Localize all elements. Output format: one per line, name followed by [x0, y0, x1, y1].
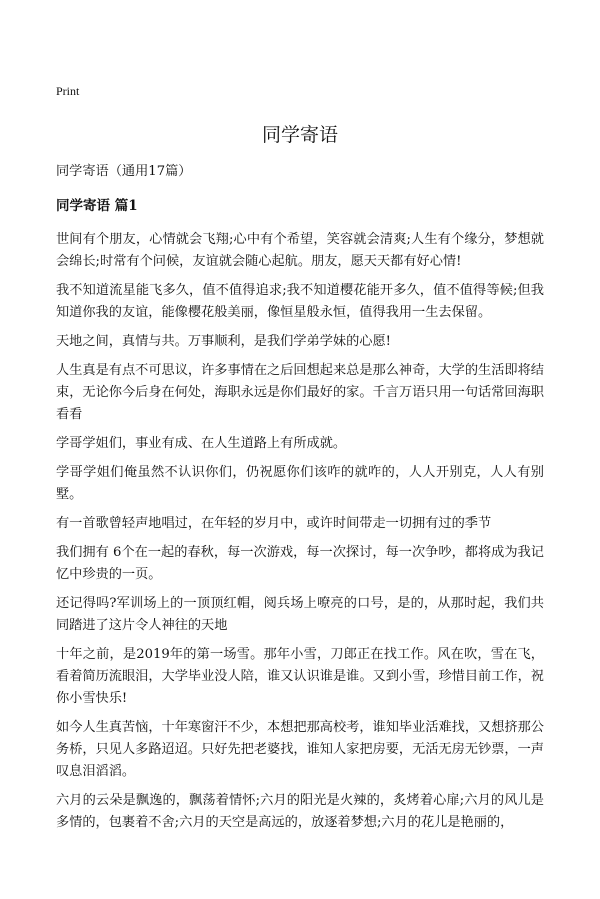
paragraph: 有一首歌曾轻声地唱过，在年轻的岁月中，或许时间带走一切拥有过的季节	[56, 516, 492, 531]
paragraph: 六月的云朵是飘逸的，飘荡着情怀;六月的阳光是火辣的，炙烤着心扉;六月的风儿是多情的，包裹着不舍;六月的天空是高远的，放逐着梦想;六月的花儿是艳丽的，	[56, 793, 544, 830]
paragraph: 人生真是有点不可思议，许多事情在之后回想起来总是那么神奇，大学的生活即将结束，无论你今后身在何处，海职永远是你们最好的家。千言万语只用一句话常回海职看看	[56, 363, 544, 422]
paragraph: 我不知道流星能飞多久，值不值得追求;我不知道樱花能开多久，值不值得等候;但我知道你我的友谊，能像樱花般美丽，像恒星般永恒，值得我用一生去保留。	[56, 283, 544, 320]
document-subtitle: 同学寄语（通用17篇）	[56, 164, 192, 179]
print-label: Print	[56, 84, 80, 98]
paragraph: 我们拥有 6个在一起的春秋，每一次游戏，每一次探讨，每一次争吵，都将成为我记忆中珍贵的一页。	[56, 545, 544, 582]
paragraph: 如今人生真苦恼，十年寒窗汗不少，本想把那高校考，谁知毕业活难找，又想挤那公务桥，只见人多路迢迢。只好先把老婆找，谁知人家把房要，无活无房无钞票，一声叹息泪滔滔。	[56, 720, 544, 779]
paragraph: 还记得吗?军训场上的一顶顶红帽，阅兵场上嘹亮的口号，是的，从那时起，我们共同踏进了这片令人神往的天地	[56, 596, 544, 633]
paragraph: 十年之前，是2019年的第一场雪。那年小雪，刀郎正在找工作。风在吹，雪在飞，看着简历流眼泪，大学毕业没人陪，谁又认识谁是谁。又到小雪，珍惜目前工作，祝你小雪快乐!	[56, 647, 544, 706]
paragraph: 世间有个朋友，心情就会飞翔;心中有个希望，笑容就会清爽;人生有个缘分，梦想就会绵长;时常有个问候，友谊就会随心起航。朋友，愿天天都有好心情!	[56, 232, 544, 269]
document-title: 同学寄语	[261, 124, 338, 146]
body-text	[56, 229, 544, 834]
paragraph: 学哥学姐们俺虽然不认识你们，仍祝愿你们该咋的就咋的，人人开别克，人人有别墅。	[56, 465, 544, 502]
paragraph: 天地之间，真情与共。万事顺利，是我们学弟学妹的心愿!	[56, 334, 391, 349]
paragraph: 学哥学姐们，事业有成、在人生道路上有所成就。	[56, 436, 347, 451]
section-heading: 同学寄语 篇1	[56, 198, 138, 214]
